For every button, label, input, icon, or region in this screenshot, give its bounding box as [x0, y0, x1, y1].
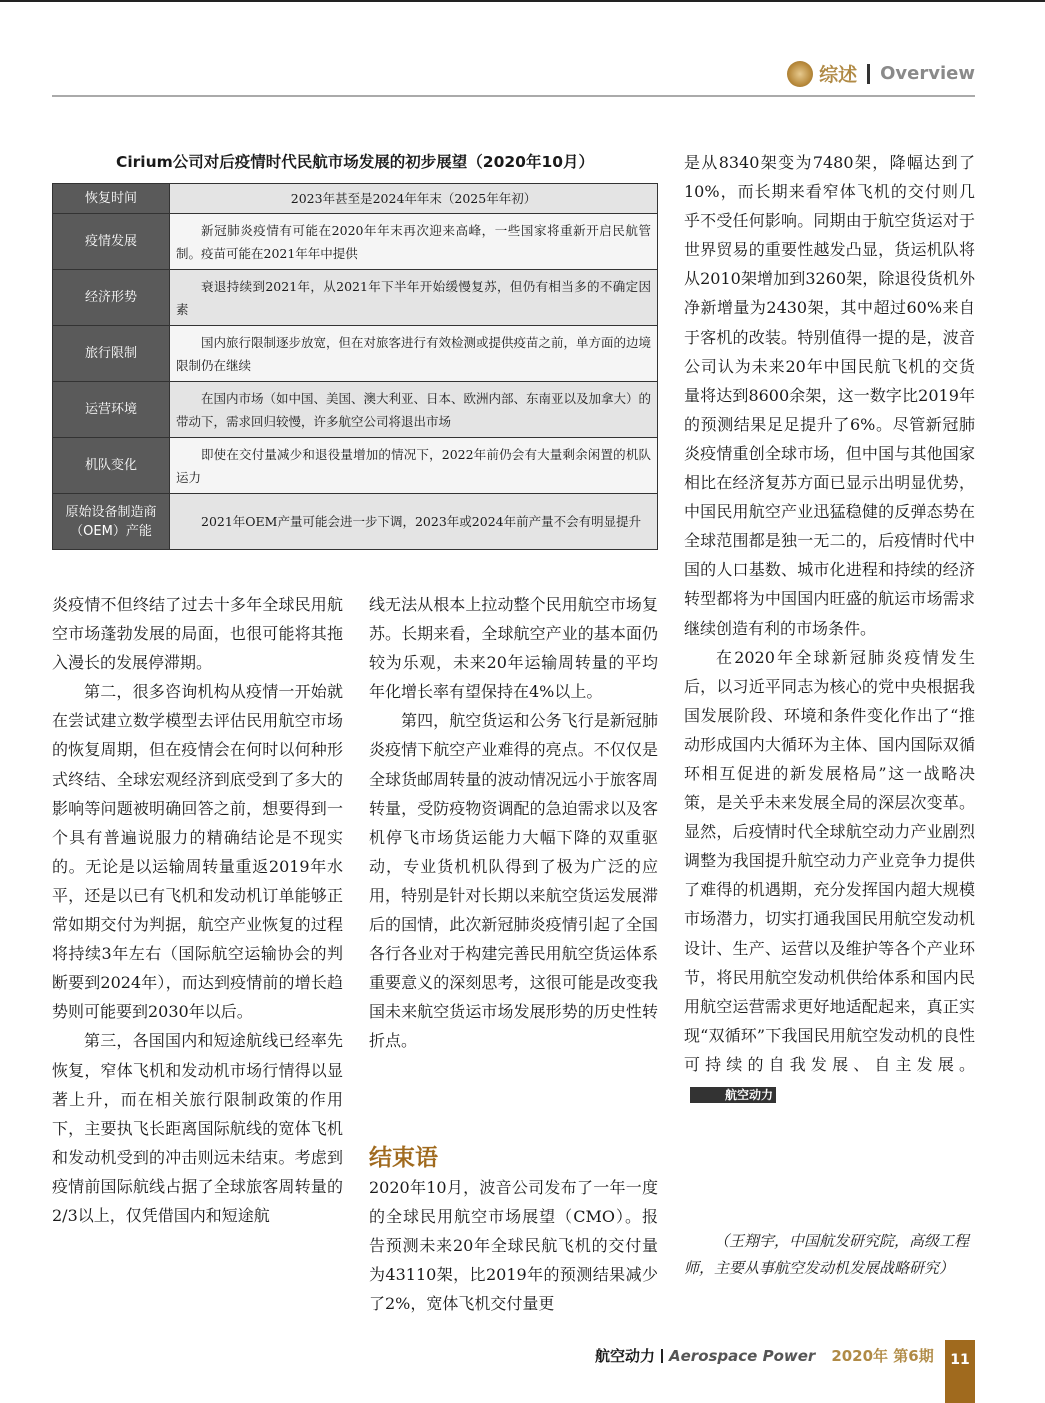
table-title: Cirium公司对后疫情时代民航市场发展的初步展望（2020年10月） [115, 153, 595, 171]
paragraph: 第四，航空货运和公务飞行是新冠肺炎疫情下航空产业难得的亮点。不仅仅是全球货邮周转量的波动情况远小于旅客周转量，受防疫物资调配的急迫需求以及客机停飞市场货运能力大幅下降的双重驱动，专业货机机队得到了极为广泛的应用，特别是针对长期以来航空货运发展滞后的国情，此次新冠肺炎疫情引起了全国各行各业对于构建完善民用航空货运体系重要意义的深刻思考，这很可能是改变我国未来航空货运市场发展形势的历史性转折点。 [369, 711, 658, 1051]
row-label: 旅行限制 [53, 326, 170, 382]
row-label: 疫情发展 [53, 214, 170, 270]
journal-logo-icon [787, 61, 813, 87]
paragraph: 2020年10月，波音公司发布了一年一度的全球民用航空市场展望（CMO）。报告预测未来20年全球民航飞机的交付量为43110架，比2019年的预测结果减少了2%，宽体飞机交付量更 [369, 1178, 658, 1314]
page-number: 11 [945, 1340, 975, 1403]
journal-name-en: Aerospace Power [669, 1346, 816, 1365]
paragraph [684, 643, 975, 1109]
author-note: （王翔宇，中国航发研究院，高级工程师，主要从事航空发动机发展战略研究） [684, 1232, 970, 1277]
outlook-table [52, 183, 658, 550]
row-label: 机队变化 [53, 438, 170, 494]
section-label-cn: 综述 [819, 64, 858, 86]
table-row [53, 270, 658, 326]
table-row [53, 438, 658, 494]
row-text: 衰退持续到2021年，从2021年下半年开始缓慢复苏，但仍有相当多的不确定因素 [170, 270, 658, 326]
issue-label: 2020年 第6期 [831, 1347, 934, 1365]
paragraph-text: 在2020年全球新冠肺炎疫情发生后，以习近平同志为核心的党中央根据我国发展阶段、环境和条件变化作出了“推动形成国内大循环为主体、国内国际双循环相互促进的新发展格局”这一战略决策，是关乎未来发展全局的深层次变革。显然，后疫情时代全球航空动力产业剧烈调整为我国提升航空动力产业竞争力提供了难得的机遇期，充分发挥国内超大规模市场潜力，切实打通我国民用航空发动机设计、生产、运营以及维护等各个产业环节，将民用航空发动机供给体系和国内民用航空运营需求更好地适配起来，真正实现“双循环”下我国民用航空发动机的良性可持续的自我发展、自主发展。 [684, 647, 975, 1074]
paragraph: 第三，各国国内和短途航线已经率先恢复，窄体飞机和发动机市场行情得以显著上升，而在相关旅行限制政策的作用下，主要执飞长距离国际航线的宽体飞机和发动机受到的冲击则远未结束。考虑到疫情前国际航线占据了全球旅客周转量的2/3以上，仅凭借国内和短途航 [52, 1031, 343, 1225]
row-text: 即使在交付量减少和退役量增加的情况下，2022年前仍会有大量剩余闲置的机队运力 [170, 438, 658, 494]
row-label: 运营环境 [53, 382, 170, 438]
row-text: 在国内市场（如中国、美国、澳大利亚、日本、欧洲内部、东南亚以及加拿大）的带动下，需求回归较慢，许多航空公司将退出市场 [170, 382, 658, 438]
row-label: 经济形势 [53, 270, 170, 326]
row-text: 新冠肺炎疫情有可能在2020年年末再次迎来高峰，一些国家将重新开启民航管制。疫苗可能在2021年年中提供 [170, 214, 658, 270]
footer-separator [661, 1349, 663, 1363]
brand-badge: 航空动力 [690, 1087, 776, 1103]
paragraph: 炎疫情不但终结了过去十多年全球民用航空市场蓬勃发展的局面，也很可能将其拖入漫长的发展停滞期。 [52, 595, 343, 673]
section-label-en: Overview [880, 63, 975, 84]
paragraph: 线无法从根本上拉动整个民用航空市场复苏。长期来看，全球航空产业的基本面仍较为乐观，未来20年运输周转量的平均年化增长率有望保持在4%以上。 [369, 595, 658, 702]
header-separator [867, 64, 870, 84]
table-row [53, 326, 658, 382]
row-text: 国内旅行限制逐步放宽，但在对旅客进行有效检测或提供疫苗之前，单方面的边境限制仍在继续 [170, 326, 658, 382]
table-row [53, 184, 658, 214]
page-header [787, 60, 975, 87]
paragraph: 第二，很多咨询机构从疫情一开始就在尝试建立数学模型去评估民用航空市场的恢复周期，但在疫情会在何时以何种形式终结、全球宏观经济到底受到了多大的影响等问题被明确回答之前，想要得到一个具有普遍说服力的精确结论是不现实的。无论是以运输周转量重返2019年水平，还是以已有飞机和发动机订单能够正常如期交付为判据，航空产业恢复的过程将持续3年左右（国际航空运输协会的判断要到2024年），而达到疫情前的增长趋势则可能要到2030年以后。 [52, 682, 343, 1022]
table-row [53, 382, 658, 438]
row-text: 2021年OEM产量可能会进一步下调，2023年或2024年前产量不会有明显提升 [170, 494, 658, 550]
top-border [0, 0, 1045, 2]
row-label: 恢复时间 [53, 184, 170, 214]
column-2-conclusion [369, 1173, 658, 1318]
table-row [53, 214, 658, 270]
journal-name-cn: 航空动力 [595, 1347, 656, 1365]
table-row [53, 494, 658, 550]
paragraph: 是从8340架变为7480架，降幅达到了10%，而长期来看窄体飞机的交付则几乎不受任何影响。同期由于航空货运对于世界贸易的重要性越发凸显，货运机队将从2010架增加到3260架，除退役货机外净新增量为2430架，其中超过60%来自于客机的改装。特别值得一提的是，波音公司认为未来20年中国民航飞机的交货量将达到8600余架，这一数字比2019年的预测结果足足提升了6%。尽管新冠肺炎疫情重创全球市场，但中国与其他国家相比在经济复苏方面已显示出明显优势，中国民用航空产业迅猛稳健的反弹态势在全球范围都是独一无二的，后疫情时代中国的人口基数、城市化进程和持续的经济转型都将为中国国内旺盛的航运市场需求继续创造有利的市场条件。 [684, 153, 975, 638]
header-rule [52, 95, 975, 97]
column-2 [369, 590, 658, 1056]
row-label: 原始设备制造商（OEM）产能 [53, 494, 170, 550]
column-3 [684, 148, 975, 1108]
row-text: 2023年甚至是2024年年末（2025年年初） [170, 184, 658, 214]
page-footer [595, 1345, 934, 1366]
section-heading: 结束语 [369, 1145, 438, 1171]
column-1 [52, 590, 343, 1230]
